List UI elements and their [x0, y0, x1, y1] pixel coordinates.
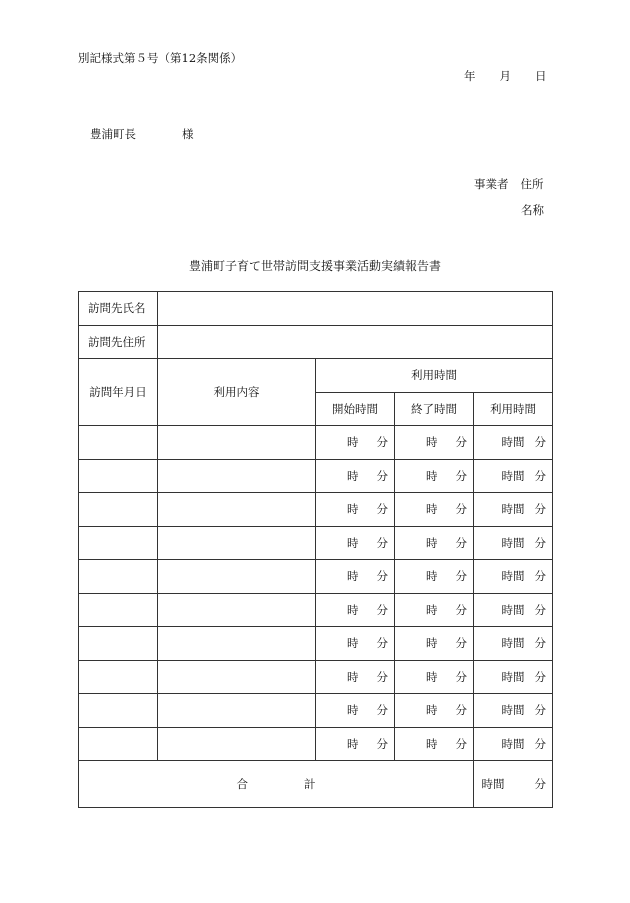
- minute-unit: 分: [376, 468, 388, 483]
- duration-cell[interactable]: [474, 526, 553, 560]
- minute-unit: 分: [455, 535, 467, 550]
- service-content-cell[interactable]: [158, 493, 316, 527]
- document-title: 豊浦町子育て世帯訪問支援事業活動実績報告書: [188, 259, 441, 273]
- hour-unit: 時: [347, 435, 359, 450]
- hours-unit: 時間: [481, 777, 505, 791]
- hour-unit: 時間: [501, 435, 525, 450]
- minute-unit: 分: [455, 636, 467, 651]
- service-content-header: 利用内容: [158, 359, 316, 426]
- applicant-entity: 事業者: [474, 177, 509, 191]
- service-content-cell[interactable]: [158, 459, 316, 493]
- end-time-cell[interactable]: [395, 627, 474, 661]
- hour-unit: 時: [347, 636, 359, 651]
- recipient-name: 豊浦町長: [90, 127, 136, 141]
- minute-unit: 分: [376, 703, 388, 718]
- recipient: [90, 126, 194, 142]
- end-time-cell[interactable]: [395, 426, 474, 460]
- hour-unit: 時間: [501, 736, 525, 751]
- end-time-cell[interactable]: [395, 560, 474, 594]
- hour-unit: 時間: [501, 636, 525, 651]
- start-time-cell[interactable]: [316, 560, 395, 594]
- entry-row: [79, 560, 553, 594]
- minute-unit: 分: [455, 669, 467, 684]
- entry-row: [79, 493, 553, 527]
- start-time-cell[interactable]: [316, 627, 395, 661]
- header-row-1: [79, 359, 553, 393]
- visit-date-cell[interactable]: [79, 560, 158, 594]
- minute-unit: 分: [534, 703, 546, 718]
- visit-date-cell[interactable]: [79, 694, 158, 728]
- hour-unit: 時: [347, 736, 359, 751]
- visitor-name-row: [79, 292, 553, 326]
- hour-unit: 時: [426, 569, 438, 584]
- minute-unit: 分: [455, 502, 467, 517]
- total-duration-cell[interactable]: [474, 761, 553, 808]
- end-time-cell[interactable]: [395, 593, 474, 627]
- total-label-1: 合: [236, 777, 248, 791]
- duration-cell[interactable]: [474, 694, 553, 728]
- hour-unit: 時: [426, 669, 438, 684]
- visit-date-cell[interactable]: [79, 493, 158, 527]
- service-content-cell[interactable]: [158, 727, 316, 761]
- minute-unit: 分: [534, 669, 546, 684]
- visit-date-cell[interactable]: [79, 426, 158, 460]
- hour-unit: 時: [426, 435, 438, 450]
- minute-unit: 分: [534, 569, 546, 584]
- entry-row: [79, 526, 553, 560]
- minute-unit: 分: [455, 468, 467, 483]
- minute-unit: 分: [534, 468, 546, 483]
- visit-date-cell[interactable]: [79, 727, 158, 761]
- applicant-address-label: 住所: [520, 177, 544, 191]
- minute-unit: 分: [376, 736, 388, 751]
- applicant-address[interactable]: [474, 176, 544, 192]
- hour-unit: 時: [426, 703, 438, 718]
- service-content-cell[interactable]: [158, 426, 316, 460]
- end-time-header: 終了時間: [395, 392, 474, 426]
- duration-cell[interactable]: [474, 493, 553, 527]
- end-time-cell[interactable]: [395, 459, 474, 493]
- minute-unit: 分: [534, 736, 546, 751]
- form-number: 別記様式第５号（第12条関係）: [78, 51, 243, 65]
- minute-unit: 分: [455, 435, 467, 450]
- hour-unit: 時: [347, 602, 359, 617]
- hour-unit: 時: [347, 703, 359, 718]
- minute-unit: 分: [534, 777, 546, 791]
- start-time-header: 開始時間: [316, 392, 395, 426]
- hour-unit: 時: [426, 602, 438, 617]
- start-time-cell[interactable]: [316, 426, 395, 460]
- service-content-cell[interactable]: [158, 526, 316, 560]
- duration-cell[interactable]: [474, 593, 553, 627]
- end-time-cell[interactable]: [395, 660, 474, 694]
- start-time-cell[interactable]: [316, 459, 395, 493]
- minute-unit: 分: [376, 535, 388, 550]
- minute-unit: 分: [455, 736, 467, 751]
- usage-time-header: 利用時間: [316, 359, 553, 393]
- hour-unit: 時間: [501, 569, 525, 584]
- duration-cell[interactable]: [474, 660, 553, 694]
- service-content-cell[interactable]: [158, 627, 316, 661]
- entry-row: [79, 694, 553, 728]
- visit-date-cell[interactable]: [79, 593, 158, 627]
- total-label-2: 計: [304, 777, 316, 791]
- hour-unit: 時間: [501, 502, 525, 517]
- minute-unit: 分: [376, 435, 388, 450]
- duration-cell[interactable]: [474, 426, 553, 460]
- service-content-cell[interactable]: [158, 560, 316, 594]
- visit-date-cell[interactable]: [79, 459, 158, 493]
- visitor-name-label: 訪問先氏名: [79, 292, 158, 326]
- date-line: [464, 68, 547, 84]
- duration-cell[interactable]: [474, 459, 553, 493]
- end-time-cell[interactable]: [395, 493, 474, 527]
- hour-unit: 時間: [501, 703, 525, 718]
- activity-report-table: [78, 291, 553, 808]
- start-time-cell[interactable]: [316, 660, 395, 694]
- hour-unit: 時間: [501, 602, 525, 617]
- minute-unit: 分: [455, 703, 467, 718]
- start-time-cell[interactable]: [316, 694, 395, 728]
- hour-unit: 時: [347, 502, 359, 517]
- visit-date-header: 訪問年月日: [79, 359, 158, 426]
- minute-unit: 分: [376, 569, 388, 584]
- visit-date-cell[interactable]: [79, 526, 158, 560]
- entry-row: [79, 727, 553, 761]
- minute-unit: 分: [376, 636, 388, 651]
- start-time-cell[interactable]: [316, 727, 395, 761]
- end-time-cell[interactable]: [395, 727, 474, 761]
- visitor-address-cell[interactable]: [158, 325, 553, 359]
- date-year[interactable]: 年: [464, 69, 476, 83]
- service-content-cell[interactable]: [158, 694, 316, 728]
- minute-unit: 分: [534, 636, 546, 651]
- start-time-cell[interactable]: [316, 526, 395, 560]
- visit-date-cell[interactable]: [79, 660, 158, 694]
- hour-unit: 時: [347, 468, 359, 483]
- minute-unit: 分: [534, 602, 546, 617]
- hour-unit: 時: [426, 535, 438, 550]
- minute-unit: 分: [534, 535, 546, 550]
- hour-unit: 時: [426, 468, 438, 483]
- hour-unit: 時: [347, 669, 359, 684]
- duration-cell[interactable]: [474, 727, 553, 761]
- start-time-cell[interactable]: [316, 593, 395, 627]
- hour-unit: 時間: [501, 669, 525, 684]
- hour-unit: 時: [426, 636, 438, 651]
- hour-unit: 時: [426, 736, 438, 751]
- entry-row: [79, 459, 553, 493]
- date-day[interactable]: 日: [535, 69, 547, 83]
- visitor-name-cell[interactable]: [158, 292, 553, 326]
- service-content-cell[interactable]: [158, 593, 316, 627]
- visitor-address-label: 訪問先住所: [79, 325, 158, 359]
- entry-row: [79, 426, 553, 460]
- hour-unit: 時: [347, 569, 359, 584]
- hour-unit: 時間: [501, 535, 525, 550]
- duration-header: 利用時間: [474, 392, 553, 426]
- duration-cell[interactable]: [474, 627, 553, 661]
- hour-unit: 時間: [501, 468, 525, 483]
- minute-unit: 分: [534, 435, 546, 450]
- minute-unit: 分: [455, 602, 467, 617]
- minute-unit: 分: [376, 502, 388, 517]
- date-month[interactable]: 月: [499, 69, 511, 83]
- minute-unit: 分: [376, 602, 388, 617]
- total-label: [79, 761, 474, 808]
- end-time-cell[interactable]: [395, 526, 474, 560]
- end-time-cell[interactable]: [395, 694, 474, 728]
- entry-row: [79, 660, 553, 694]
- entry-row: [79, 627, 553, 661]
- entry-row: [79, 593, 553, 627]
- minute-unit: 分: [455, 569, 467, 584]
- hour-unit: 時: [347, 535, 359, 550]
- minute-unit: 分: [376, 669, 388, 684]
- hour-unit: 時: [426, 502, 438, 517]
- duration-cell[interactable]: [474, 560, 553, 594]
- applicant-name-label[interactable]: 名称: [521, 203, 544, 217]
- recipient-honorific: 様: [182, 127, 194, 141]
- minute-unit: 分: [534, 502, 546, 517]
- visit-date-cell[interactable]: [79, 627, 158, 661]
- total-row: [79, 761, 553, 808]
- service-content-cell[interactable]: [158, 660, 316, 694]
- visitor-address-row: [79, 325, 553, 359]
- start-time-cell[interactable]: [316, 493, 395, 527]
